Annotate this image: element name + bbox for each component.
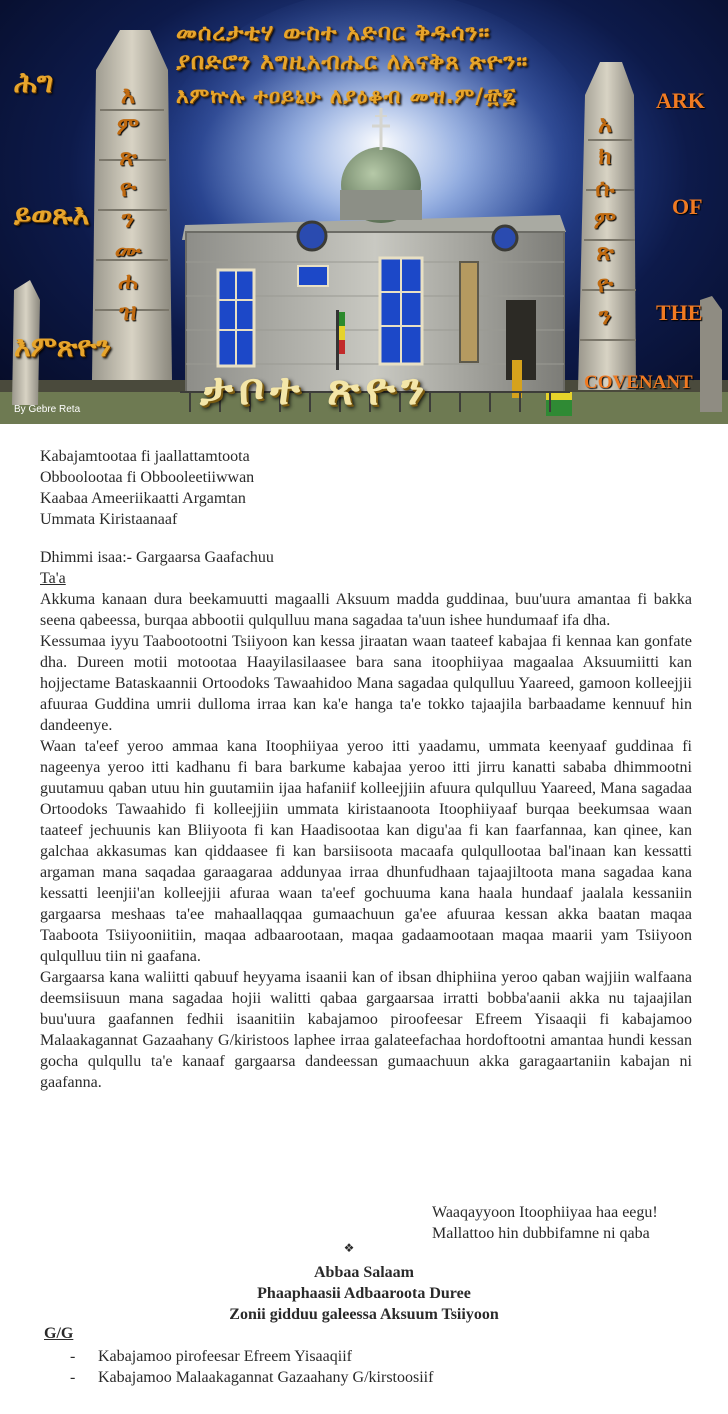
inscription-glyph: ጽ — [119, 143, 137, 171]
inscription-glyph: ን — [598, 302, 612, 330]
ark-text: THE — [656, 300, 703, 325]
recipient-line: Kaabaa Ameeriikaatti Argamtan — [40, 490, 246, 507]
image-credit: By Gebre Reta — [14, 404, 81, 415]
inscription-glyph: ን — [121, 205, 135, 233]
paragraph: Kessumaa iyyu Taabootootni Tsiiyoon kan kessa jiraatan waan taateef kabajaa fi kennaa kan gonfate dha. Dureen motii motootaa Haayilasilaasee bara sana itoophiiyaa magaalaa Aksuumiitti kan hojjectame Bataskaannii Ortoodoks Tawaahidoo Mana sagadaa qulqulluu Yaareed, gamoon kolleejjii afuuraa Guddina umrii dulloma irraa kan ka'e hanga ta'e tokko tajaajila barbaadame kennuuf hin dandeenye. — [40, 633, 692, 734]
inscription-glyph: ሐ — [118, 267, 138, 295]
recipient-line: Ummata Kiristaanaaf — [40, 511, 178, 528]
banner-left-text: ሕግ — [14, 66, 54, 99]
inscription-glyph: ዮ — [119, 174, 137, 202]
ark-text: ARK — [656, 88, 705, 113]
inscription-glyph: ዮ — [596, 270, 614, 298]
banner-title-line: ያበድሮን እግዚአብሔር ለአናቅጸ ጽዮን። — [176, 49, 529, 75]
inscription-glyph: ዝ — [119, 298, 137, 326]
banner-title-line: እምኵሉ ተዐይኒሁ ለያዕቆብ መዝ.ም/፹፯ — [176, 84, 517, 108]
paragraph: Gargaarsa kana waliitti qabuuf heyyama isaanii kan of ibsan dhiphiina yeroo qaban wajjiin walfaana deemsiisuun mana sagadaa hojii walitti qabaa gargaarsaa irratti bobba'aanii akka nu tajaajilan buu'uura gaafannen fedhii isaanitiin kabajamoo piroofeesar Efreem Yisaaqii fi kabajamoo Malaakagannat Gazaahany G/kiristoos laphee irraa galateefachaa hordoftootni amantaa hundi kessan gocha qulqullu ta'e kanaaf gargaarsa dandeessan gumaachuun akka garagaartaniin kabajan ni gaafanna. — [40, 969, 692, 1091]
closing-line: Waaqayyoon Itoophiiyaa haa eegu! — [432, 1204, 658, 1221]
inscription-glyph: ጽ — [596, 238, 614, 266]
ark-text: OF — [672, 194, 703, 219]
ark-text: COVENANT — [584, 372, 693, 393]
paragraph: Waan ta'eef yeroo ammaa kana Itoophiiyaa yeroo itti yaadamu, ummata keenyaaf guddinaa fi nageenya yeroo itti kadhanu fi bara barkume kabajaa yeroo itti jirru kanatti sababa dhimmootni guutamuu qaban utuu hin guutamiin ijaa hafaniif kolleejjiin afuura qulqulluu Yaareed, Mana sagadaa Ortoodoks Tawaahido fi kolleejjiin ummata kiristaanoota Itoophiiyaaf burqaa beekumsaa waan taateef jechuunis kan Bliiyoota fi kan Haadisootaa kan digu'aa fi kan faarfannaa, kan qinee, kan galchaa akkasumas kan qiddaasee fi kan barsiisoota macaafa qulqullootaa bal'inaan kan kessatti argaman mana saqadaa garaagaraa addunyaa irraa dhunfudhaan tajaajiltoota mana sagadaa kana kessatti leenjii'an kolleejjii afuraa waan ta'eef gochuuma kana haala hundaaf jaalala kessaniin gargaarsa meshaas ta'ee mahaallaqqaa gumaachuun ga'ee afuuraa kessan akka baatan maqaa Taaboota Tsiiyooniitiin, maqaa adbaarootaan, maqaa gadaamootaan maqaa maarii yam Tsiiyoon qulqulluu tiin ni gaafana. — [40, 738, 692, 965]
letter-body — [40, 446, 692, 1093]
banner-title-line: መሰረታቲሃ ውስተ አድባር ቅዱሳን። — [176, 20, 491, 46]
recipients — [40, 446, 692, 530]
recipient-line: Obboolootaa fi Obbooleetiiwwan — [40, 469, 255, 486]
signature-office: Zonii gidduu galeessa Aksuum Tsiiyoon — [229, 1306, 499, 1323]
cc-list — [70, 1346, 433, 1388]
subject-reference: Ta'a — [40, 570, 66, 587]
signature-name: Abbaa Salaam — [313, 1264, 415, 1281]
inscription-glyph: እ — [120, 81, 136, 109]
signature-ornament: ❖ — [343, 1241, 355, 1255]
paragraph: Akkuma kanaan dura beekamuutti magaalli Aksuum madda guddinaa, buu'uura amantaa fi bakka seena qabeessa, burqaa abbootii qulqulluu mana sagadaa ta'uun ishee hundumaaf ifa dha. — [40, 591, 692, 629]
inscription-glyph: ክ — [598, 142, 612, 170]
signature-title: Phaaphaasii Adbaaroota Duree — [257, 1285, 471, 1302]
banner-left-text: እምጽዮን — [14, 330, 111, 363]
banner-bottom-title: ታቦተ ጽዮን — [200, 364, 431, 415]
inscription-glyph: ሙ — [114, 236, 142, 264]
signature-block — [0, 1262, 728, 1325]
right-obelisk-inscription — [589, 108, 621, 332]
banner-left-text: ይወጹእ — [14, 198, 90, 231]
closing-line: Mallattoo hin dubbifamne ni qaba — [432, 1225, 650, 1242]
cc-item: - Kabajamoo pirofeesar Efreem Yisaaqiif — [70, 1346, 433, 1367]
inscription-glyph: አ — [597, 110, 613, 138]
cc-item: - Kabajamoo Malaakagannat Gazaahany G/kirstoosiif — [70, 1367, 433, 1388]
left-obelisk-inscription — [112, 80, 144, 328]
inscription-glyph: ም — [116, 112, 140, 140]
subject-line: Dhimmi isaa:- Gargaarsa Gaafachuu — [40, 549, 274, 566]
recipient-line: Kabajamtootaa fi jaallattamtoota — [40, 448, 250, 465]
inscription-glyph: ሱ — [595, 174, 615, 202]
banner-image — [0, 0, 728, 424]
closing-block — [432, 1202, 658, 1244]
inscription-glyph: ም — [593, 206, 617, 234]
cc-label: G/G — [44, 1325, 74, 1342]
